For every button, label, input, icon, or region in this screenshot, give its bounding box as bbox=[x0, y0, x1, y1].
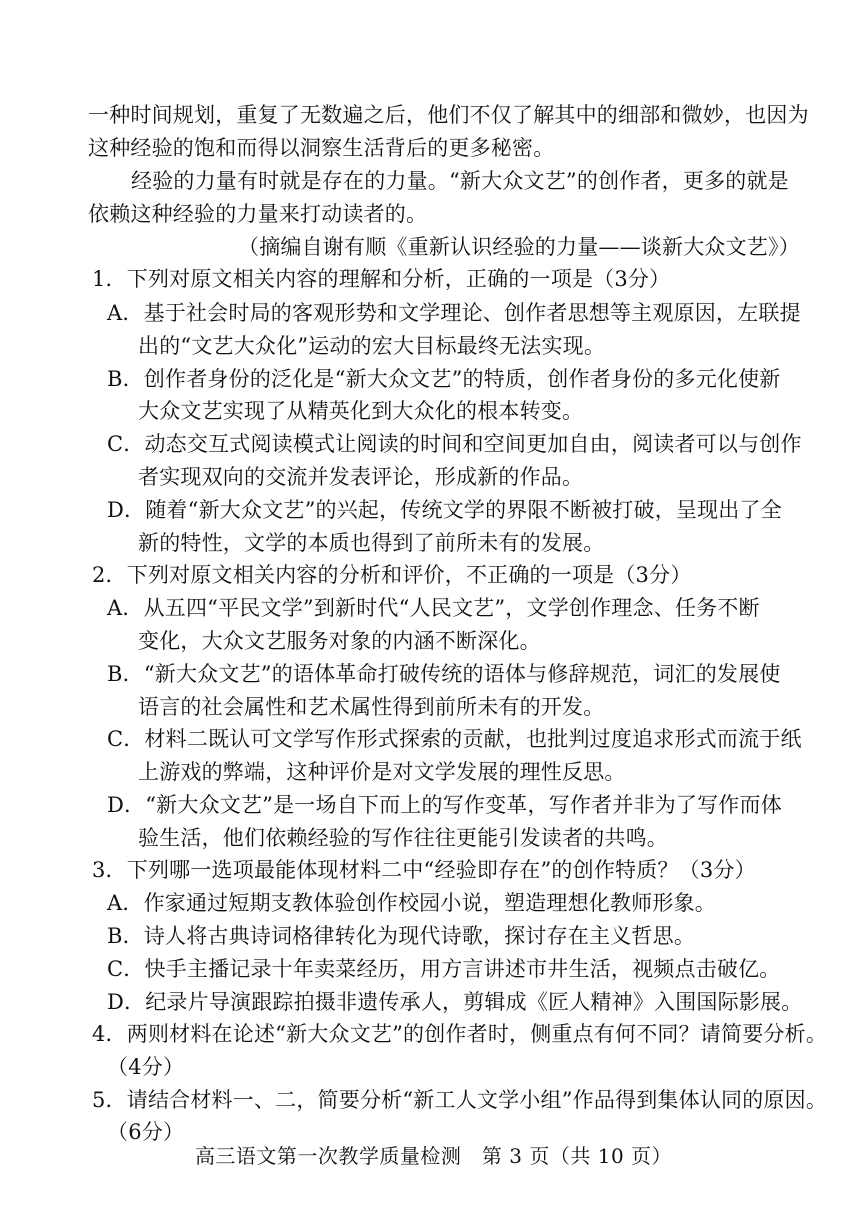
question-5-line-1: 5．请结合材料一、二，简要分析“新工人文学小组”作品得到集体认同的原因。 bbox=[92, 1088, 828, 1112]
question-3-stem: 3．下列哪一选项最能体现材料二中“经验即存在”的创作特质？（3分） bbox=[92, 858, 756, 882]
question-1-option-c-line-2: 者实现双向的交流并发表评论，形成新的作品。 bbox=[138, 465, 584, 489]
question-3-option-b: B．诗人将古典诗词格律转化为现代诗歌，探讨存在主义哲思。 bbox=[107, 924, 696, 948]
question-1-stem: 1．下列对原文相关内容的理解和分析，正确的一项是（3分） bbox=[92, 267, 671, 291]
question-3-option-a: A．作家通过短期支教体验创作校园小说，塑造理想化教师形象。 bbox=[107, 891, 716, 915]
question-1-option-c-line-1: C．动态交互式阅读模式让阅读的时间和空间更加自由，阅读者可以与创作 bbox=[107, 432, 802, 456]
question-2-option-d-line-1: D．“新大众文艺”是一场自下而上的写作变革，写作者并非为了写作而体 bbox=[107, 793, 782, 817]
question-2-option-b-line-2: 语言的社会属性和艺术属性得到前所未有的开发。 bbox=[138, 695, 605, 719]
question-2-option-b-line-1: B．“新大众文艺”的语体革命打破传统的语体与修辞规范，词汇的发展使 bbox=[107, 662, 781, 686]
question-2-option-a-line-2: 变化，大众文艺服务对象的内涵不断深化。 bbox=[138, 629, 541, 653]
passage-line-4: 依赖这种经验的力量来打动读者的。 bbox=[88, 202, 428, 226]
page-footer: 高三语文第一次教学质量检测 第 3 页（共 10 页） bbox=[194, 1144, 673, 1168]
question-4-line-1: 4．两则材料在论述“新大众文艺”的创作者时，侧重点有何不同？请简要分析。 bbox=[92, 1022, 828, 1046]
question-5-line-2: （6分） bbox=[107, 1120, 185, 1144]
question-2-option-a-line-1: A．从五四“平民文学”到新时代“人民文艺”，文学创作理念、任务不断 bbox=[107, 596, 760, 620]
question-1-option-a-line-2: 出的“文艺大众化”运动的宏大目标最终无法实现。 bbox=[138, 334, 606, 358]
passage-line-3: 经验的力量有时就是存在的力量。“新大众文艺”的创作者，更多的就是 bbox=[131, 169, 789, 193]
question-2-option-c-line-2: 上游戏的弊端，这种评价是对文学发展的理性反思。 bbox=[138, 760, 626, 784]
passage-line-2: 这种经验的饱和而得以洞察生活背后的更多秘密。 bbox=[88, 136, 555, 160]
question-1-option-d-line-2: 新的特性，文学的本质也得到了前所未有的发展。 bbox=[138, 531, 605, 555]
question-1-option-b-line-1: B．创作者身份的泛化是“新大众文艺”的特质，创作者身份的多元化使新 bbox=[107, 367, 781, 391]
question-2-stem: 2．下列对原文相关内容的分析和评价，不正确的一项是（3分） bbox=[92, 563, 692, 587]
question-1-option-d-line-1: D．随着“新大众文艺”的兴起，传统文学的界限不断被打破，呈现出了全 bbox=[107, 498, 782, 522]
question-4-line-2: （4分） bbox=[107, 1055, 185, 1079]
question-3-option-c: C．快手主播记录十年卖菜经历，用方言讲述市井生活，视频点击破亿。 bbox=[107, 957, 781, 981]
question-3-option-d: D．纪录片导演跟踪拍摄非遗传承人，剪辑成《匠人精神》入围国际影展。 bbox=[107, 990, 803, 1014]
question-2-option-c-line-1: C．材料二既认可文学写作形式探索的贡献，也批判过度追求形式而流于纸 bbox=[107, 727, 802, 751]
question-1-option-b-line-2: 大众文艺实现了从精英化到大众化的根本转变。 bbox=[138, 399, 584, 423]
question-1-option-a-line-1: A．基于社会时局的客观形势和文学理论、创作者思想等主观原因，左联提 bbox=[107, 301, 801, 325]
question-2-option-d-line-2: 验生活，他们依赖经验的写作往往更能引发读者的共鸣。 bbox=[138, 826, 668, 850]
passage-source: （摘编自谢有顺《重新认识经验的力量——谈新大众文艺》） bbox=[238, 235, 800, 259]
passage-line-1: 一种时间规划，重复了无数遍之后，他们不仅了解其中的细部和微妙，也因为 bbox=[88, 103, 809, 127]
